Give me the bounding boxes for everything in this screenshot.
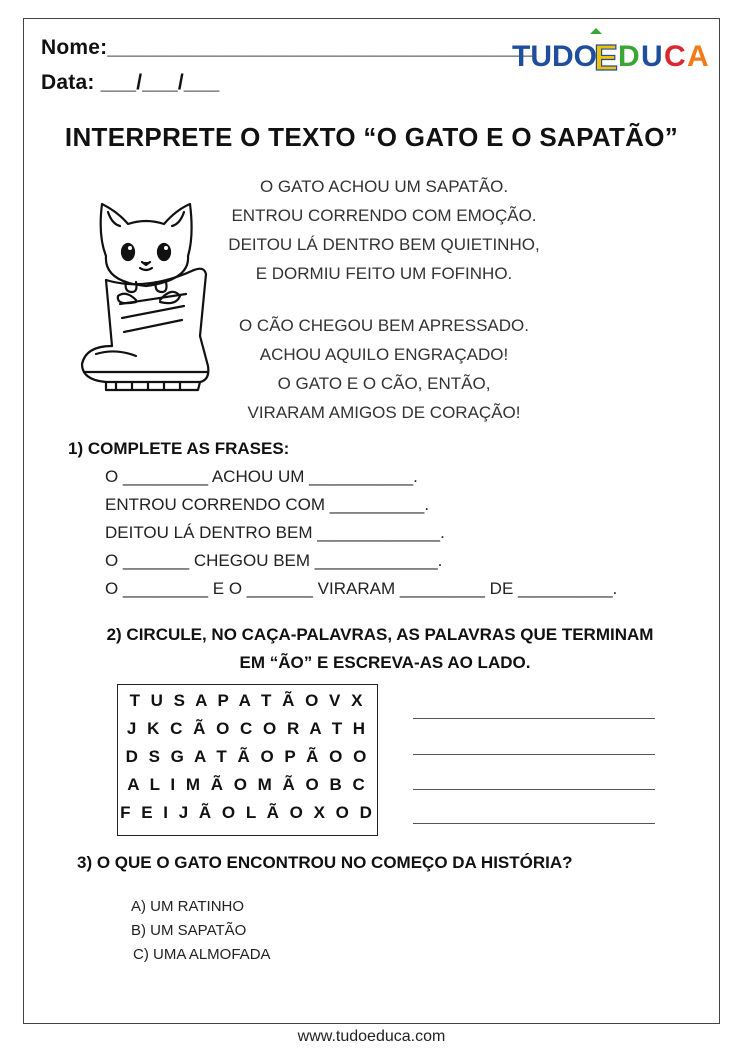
answer-line[interactable] — [413, 754, 655, 755]
poem-line: O CÃO CHEGOU BEM APRESSADO. — [238, 316, 529, 335]
question-3-title: 3) O QUE O GATO ENCONTROU NO COMEÇO DA HISTÓRIA? — [77, 853, 573, 872]
question-2-title-line-1: 2) CIRCULE, NO CAÇA-PALAVRAS, AS PALAVRAS QUE TERMINAM — [106, 625, 654, 644]
date-label: Data: — [41, 71, 95, 94]
poem-line: O GATO ACHOU UM SAPATÃO. — [259, 177, 509, 196]
page-border — [23, 18, 720, 1024]
poem-stanza-1 — [200, 172, 568, 288]
name-field[interactable] — [41, 36, 535, 60]
fill-in-line[interactable]: O _________ ACHOU UM ___________. — [105, 467, 418, 486]
cat-boot-drawing — [76, 196, 216, 396]
logo-part-c: C — [664, 40, 686, 73]
word-search-row[interactable]: A L I M Ã O M Ã O B C — [127, 775, 368, 794]
answer-line[interactable] — [413, 823, 655, 824]
logo-part-e: E — [594, 37, 619, 78]
poem-line: ENTROU CORRENDO COM EMOÇÃO. — [231, 206, 537, 225]
word-search-row[interactable]: J K C Ã O C O R A T H — [126, 719, 369, 738]
fill-in-line[interactable]: DEITOU LÁ DENTRO BEM _____________. — [105, 523, 445, 542]
logo-pencil-tip — [590, 28, 602, 34]
poem-stanza-2 — [200, 311, 568, 427]
name-label: Nome: — [41, 36, 108, 59]
word-search-row[interactable]: F E I J Ã O L Ã O X O D — [120, 803, 375, 822]
logo-graphic — [510, 28, 720, 80]
answer-line[interactable] — [413, 718, 655, 719]
fill-in-line[interactable]: O _________ E O _______ VIRARAM _________ DE __________. — [105, 579, 618, 598]
page-title: INTERPRETE O TEXTO “O GATO E O SAPATÃO” — [64, 122, 679, 152]
option-b[interactable]: B) UM SAPATÃO — [131, 922, 247, 939]
logo-part-tudo: TUDO — [512, 40, 597, 73]
option-a[interactable]: A) UM RATINHO — [131, 898, 245, 915]
word-search-row[interactable]: D S G A T Ã O P Ã O O — [125, 747, 370, 766]
logo-part-d: D — [618, 40, 640, 73]
logo-part-u: U — [641, 40, 663, 73]
date-field[interactable] — [41, 71, 220, 95]
poem-line: O GATO E O CÃO, ENTÃO, — [277, 374, 491, 393]
word-search-row[interactable]: T U S A P A T Ã O V X — [129, 691, 366, 710]
poem-line: E DORMIU FEITO UM FOFINHO. — [255, 264, 513, 283]
cat-in-boot-illustration — [76, 196, 216, 396]
poem-line: ACHOU AQUILO ENGRAÇADO! — [259, 345, 509, 364]
answer-line[interactable] — [413, 789, 655, 790]
question-1-title: 1) COMPLETE AS FRASES: — [68, 439, 290, 458]
name-blank: ____________________________________ — [107, 36, 535, 59]
poem-line: VIRARAM AMIGOS DE CORAÇÃO! — [247, 403, 521, 422]
option-c[interactable]: C) UMA ALMOFADA — [133, 946, 271, 963]
poem-line: DEITOU LÁ DENTRO BEM QUIETINHO, — [228, 235, 540, 254]
question-2-title-line-2: EM “ÃO” E ESCREVA-AS AO LADO. — [239, 653, 531, 672]
fill-in-line[interactable]: O _______ CHEGOU BEM _____________. — [105, 551, 443, 570]
fill-in-line[interactable]: ENTROU CORRENDO COM __________. — [105, 495, 430, 514]
logo-part-a: A — [687, 40, 709, 73]
tudoeduca-logo — [510, 28, 720, 80]
date-blank: ___/___/___ — [100, 71, 220, 94]
footer-url[interactable]: www.tudoeduca.com — [297, 1028, 446, 1045]
